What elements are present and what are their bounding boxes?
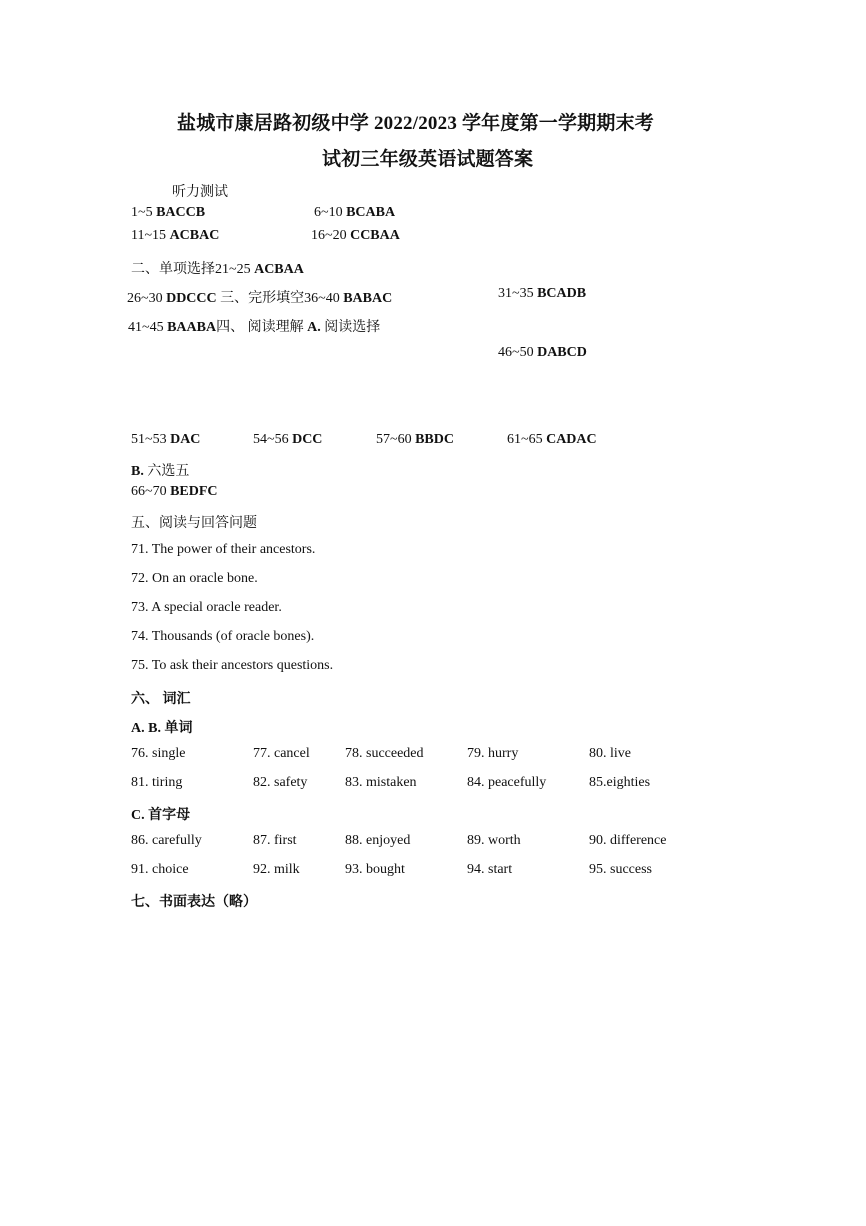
vocab-item: 76. single xyxy=(131,746,186,761)
answer-range: 51~53 xyxy=(131,432,167,447)
answer-range: 41~45 xyxy=(128,320,164,335)
answer-item xyxy=(131,484,218,500)
document-title-line1: 盐城市康居路初级中学 2022/2023 学年度第一学期期末考 xyxy=(177,113,654,134)
vocab-item: 92. milk xyxy=(253,862,300,877)
answer-range: 31~35 xyxy=(498,286,534,301)
answer-range: 26~30 xyxy=(127,291,163,306)
sub-heading: C. 首字母 xyxy=(131,808,191,823)
vocab-item: 77. cancel xyxy=(253,746,310,761)
sub-label: B. xyxy=(131,464,144,479)
listening-heading: 听力测试 xyxy=(172,185,228,200)
section-heading: 四、 阅读理解 xyxy=(216,320,304,335)
answer-letters: BAABA xyxy=(167,320,217,335)
answer-item xyxy=(131,432,200,448)
vocab-item: 85.eighties xyxy=(589,775,651,790)
vocab-item: 81. tiring xyxy=(131,775,183,790)
short-answer-line: 71. The power of their ancestors. xyxy=(131,542,316,557)
answer-letters: BCADB xyxy=(537,286,587,301)
answer-item xyxy=(498,345,587,361)
vocab-item: 95. success xyxy=(589,862,652,877)
section-heading: 七、书面表达（略） xyxy=(131,895,257,910)
vocab-item: 86. carefully xyxy=(131,833,202,848)
answer-range: 11~15 xyxy=(131,228,167,243)
answer-range: 61~65 xyxy=(507,432,543,447)
section-heading: 六、 词汇 xyxy=(131,692,191,707)
sub-heading: A. B. 单词 xyxy=(131,721,193,736)
answer-letters: DABCD xyxy=(537,345,587,360)
sub-label: A. xyxy=(307,320,321,335)
sub-section-b xyxy=(131,460,189,480)
vocab-item: 84. peacefully xyxy=(467,775,547,790)
answer-range: 16~20 xyxy=(311,228,347,243)
answer-letters: CCBAA xyxy=(350,228,400,243)
section-heading: 二、单项选择 xyxy=(131,262,215,277)
answer-item xyxy=(507,432,597,448)
vocab-item: 82. safety xyxy=(253,775,308,790)
document-title-line2: 试初三年级英语试题答案 xyxy=(322,149,534,170)
short-answer-line: 74. Thousands (of oracle bones). xyxy=(131,629,315,644)
answer-item xyxy=(253,432,322,448)
cloze-reading-line xyxy=(128,316,380,336)
vocab-item: 90. difference xyxy=(589,833,667,848)
answer-range: 1~5 xyxy=(131,205,153,220)
answer-letters: BBDC xyxy=(415,432,454,447)
vocab-item: 80. live xyxy=(589,746,631,761)
answer-item xyxy=(376,432,454,448)
answer-letters: CADAC xyxy=(546,432,597,447)
single-choice-line xyxy=(131,258,304,278)
answer-item xyxy=(314,205,395,221)
answer-range: 46~50 xyxy=(498,345,534,360)
answer-range: 6~10 xyxy=(314,205,343,220)
vocab-item: 78. succeeded xyxy=(345,746,424,761)
sub-heading: 六选五 xyxy=(147,464,190,479)
vocab-item: 79. hurry xyxy=(467,746,519,761)
answer-letters: ACBAC xyxy=(169,228,220,243)
sub-heading: 阅读选择 xyxy=(324,320,381,335)
answer-letters: BEDFC xyxy=(170,484,218,499)
answer-item xyxy=(311,228,400,244)
answer-letters: ACBAA xyxy=(254,262,304,277)
answer-letters: DAC xyxy=(170,432,201,447)
vocab-item: 91. choice xyxy=(131,862,189,877)
short-answer-line: 72. On an oracle bone. xyxy=(131,571,258,586)
answer-range: 54~56 xyxy=(253,432,289,447)
short-answer-line: 73. A special oracle reader. xyxy=(131,600,282,615)
short-answer-line: 75. To ask their ancestors questions. xyxy=(131,658,334,673)
section-heading: 三、完形填空 xyxy=(220,291,305,306)
answer-item xyxy=(498,286,586,302)
vocab-item: 94. start xyxy=(467,862,513,877)
answer-letters: BACCB xyxy=(156,205,206,220)
answer-letters: BABAC xyxy=(343,291,393,306)
answer-letters: BCABA xyxy=(346,205,396,220)
single-choice-cloze-line xyxy=(127,287,392,307)
answer-item xyxy=(131,205,205,221)
vocab-item: 88. enjoyed xyxy=(345,833,411,848)
answer-range: 66~70 xyxy=(131,484,167,499)
vocab-item: 93. bought xyxy=(345,862,405,877)
answer-range: 57~60 xyxy=(376,432,412,447)
vocab-item: 89. worth xyxy=(467,833,521,848)
answer-range: 36~40 xyxy=(304,291,340,306)
answer-letters: DCC xyxy=(292,432,323,447)
vocab-item: 87. first xyxy=(253,833,297,848)
answer-letters: DDCCC xyxy=(166,291,217,306)
section-heading: 五、阅读与回答问题 xyxy=(131,516,257,531)
answer-item xyxy=(131,228,219,244)
vocab-item: 83. mistaken xyxy=(345,775,417,790)
answer-range: 21~25 xyxy=(215,262,251,277)
